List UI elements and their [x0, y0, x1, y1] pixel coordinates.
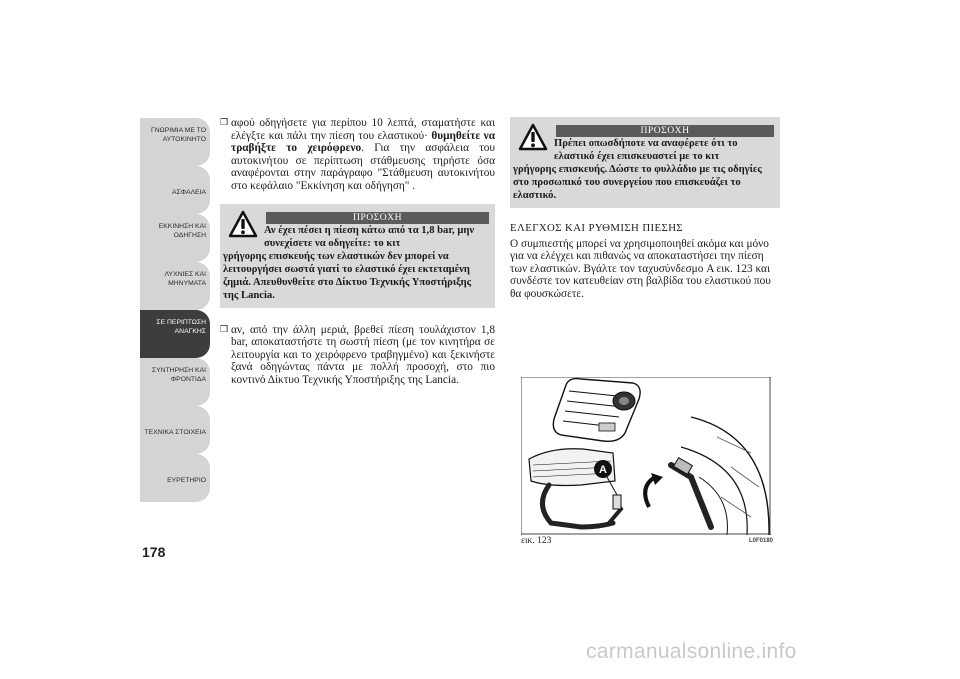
callout-label: A: [599, 464, 607, 476]
tab-label-line1: ΣΕ ΠΕΡΙΠΤΩΣΗ: [156, 319, 206, 326]
tab-lights-messages[interactable]: [140, 262, 210, 310]
tab-label-line1: ΑΣΦΑΛΕΙΑ: [172, 189, 206, 196]
warning-triangle-icon: [228, 210, 258, 238]
tab-label-line1: ΣΥΝΤΗΡΗΣΗ ΚΑΙ: [151, 367, 206, 374]
warning-box: [220, 204, 495, 308]
checkbox-bullet-icon: ❒: [220, 324, 229, 335]
warning-text: Αν έχει πέσει η πίεση κάτω από τα 1,8 bar, μην συνεχίσετε να οδηγείτε: το κιτ: [264, 224, 475, 249]
watermark: carmanualsonline.info: [586, 640, 797, 663]
left-column: [220, 117, 495, 387]
figure-compressor-valve: [521, 377, 771, 535]
tab-label-line2: ΦΡΟΝΤΙΔΑ: [170, 376, 206, 383]
warning-triangle-icon: [518, 123, 548, 151]
tab-starting-driving[interactable]: [140, 214, 210, 262]
tab-label-line1: ΤΕΧΝΙΚΑ ΣΤΟΙΧΕΙΑ: [144, 429, 206, 436]
list-item: [220, 117, 495, 193]
tab-getting-to-know[interactable]: [140, 118, 210, 166]
bullet-text: αν, από την άλλη μεριά, βρεθεί πίεση τουλάχιστον 1,8 bar, αποκαταστήστε τη σωστή πίεση (με τον κινητήρα σε λειτουργία και το χειρόφρενο τραβηγμένο) και ξεκινήστε ξανά οδηγώντας πάντα με πολλή προσοχή, στο πιο κοντινό Δίκτυο Τεχνικής Υποστήριξης της Lancia.: [231, 323, 495, 386]
bullet-bold-text: θυμηθείτε να τραβήξτε το χειρόφρενο: [231, 129, 496, 155]
section-title: ΕΛΕΓΧΟΣ ΚΑΙ ΡΥΘΜΙΣΗ ΠΙΕΣΗΣ: [510, 222, 684, 234]
bullet-text-continued: . Για την ασφάλεια του αυτοκινήτου σε περίπτωση στάθμευσης τηρήστε όσα αναφέρονται στην παράγραφο "Στάθμευση αυτοκινήτου στο κεφάλαιο "Εκκίνηση και οδήγηση" .: [231, 142, 495, 192]
tab-label-line1: ΕΥΡΕΤΗΡΙΟ: [167, 477, 206, 484]
warning-text-continued: γρήγορης επισκευής. Δώστε το φυλλάδιο με τις οδηγίες στο προσωπικό του συνεργείου που επισκευάζει το ελαστικό.: [513, 164, 762, 201]
right-column: [510, 117, 782, 301]
tab-maintenance[interactable]: [140, 358, 210, 406]
compressor-illustration: [521, 377, 771, 535]
figure-code: L0F0180: [749, 538, 774, 544]
page-number: 178: [142, 544, 166, 560]
list-item: [220, 324, 495, 387]
warning-heading: ΠΡΟΣΟΧΗ: [266, 212, 489, 224]
body-paragraph: Ο συμπιεστής μπορεί να χρησιμοποιηθεί ακόμα και μόνο για να ελέγχει και πιθανώς να αποκαταστήσει την πίεση των ελαστικών. Βγάλτε τον ταχυσύνδεσμο A εικ. 123 και συνδέστε τον κατευθείαν στη βαλβίδα του ελαστικού που θα φουσκώσετε.: [510, 237, 771, 300]
tab-label-line2: ΑΥΤΟΚΙΝΗΤΟ: [162, 136, 206, 143]
tab-label-line1: ΛΥΧΝΙΕΣ ΚΑΙ: [164, 271, 206, 278]
warning-heading: ΠΡΟΣΟΧΗ: [556, 125, 774, 137]
tab-emergency[interactable]: [140, 310, 210, 358]
warning-box: [510, 117, 780, 208]
checkbox-bullet-icon: ❒: [220, 118, 229, 128]
figure-caption: εικ. 123: [521, 536, 552, 546]
bullet-text: αφού οδηγήσετε για περίπου 10 λεπτά, σταματήστε και ελέγξτε και πάλι την πίεση του ελαστικού·: [231, 117, 495, 142]
tab-technical-data[interactable]: [140, 406, 210, 454]
tab-index[interactable]: [140, 454, 210, 502]
tab-label-line1: ΕΚΚΙΝΗΣΗ ΚΑΙ: [158, 223, 206, 230]
tab-label-line2: ΑΝΑΓΚΗΣ: [174, 328, 206, 335]
tab-safety[interactable]: [140, 166, 210, 214]
tab-label-line2: ΟΔΗΓΗΣΗ: [173, 232, 206, 239]
warning-text: Πρέπει οπωσδήποτε να αναφέρετε ότι το ελαστικό έχει επισκευαστεί με το κιτ: [554, 138, 738, 162]
tab-label-line1: ΓΝΩΡΙΜΙΑ ΜΕ ΤΟ: [150, 127, 206, 134]
warning-text-continued: γρήγορης επισκευής των ελαστικών δεν μπορεί να λειτουργήσει σωστά γιατί το ελαστικό έχει εκτεταμένη ζημιά. Απευθυνθείτε στο Δίκτυο Τεχνικής Υποστήριξης της Lancia.: [223, 250, 472, 301]
tab-label-line2: ΜΗΝΥΜΑΤΑ: [168, 280, 206, 287]
